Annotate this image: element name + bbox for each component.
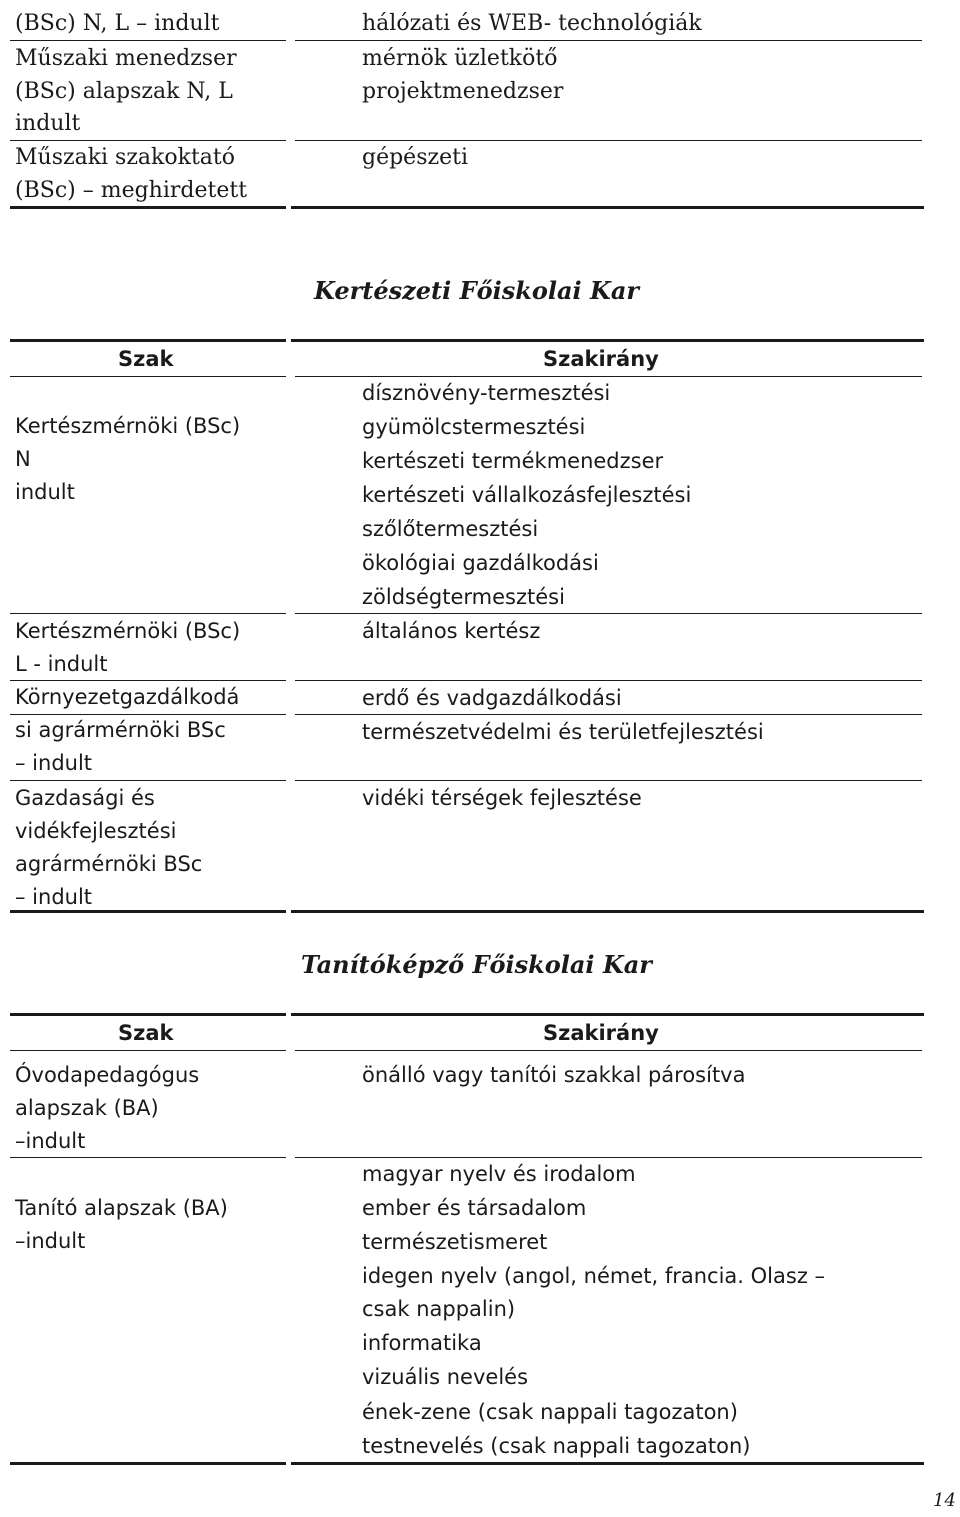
program-cell: Óvodapedagógus: [15, 1063, 200, 1087]
program-cell: Környezetgazdálkodá: [15, 685, 240, 709]
table-rule: [10, 140, 286, 141]
table-rule: [295, 1050, 922, 1051]
faculty-title: Kertészeti Főiskolai Kar: [314, 276, 640, 305]
program-cell: (BSc) N, L – indult: [15, 11, 220, 36]
table-rule: [10, 1462, 286, 1465]
program-cell: Kertészmérnöki (BSc): [15, 414, 241, 438]
table-rule: [291, 1013, 924, 1016]
specialization-cell: hálózati és WEB- technológiák: [362, 11, 702, 36]
table-rule: [10, 1013, 286, 1016]
table-rule: [291, 1462, 924, 1465]
specialization-cell: projektmenedzser: [362, 79, 564, 104]
table-rule: [10, 1050, 286, 1051]
program-cell: –indult: [15, 1229, 86, 1253]
program-cell: – indult: [15, 885, 93, 909]
program-cell: indult: [15, 111, 81, 136]
table-rule: [291, 339, 924, 342]
table-rule: [10, 714, 286, 715]
table-rule: [10, 40, 286, 41]
specialization-cell: kertészeti termékmenedzser: [362, 449, 664, 473]
program-cell: (BSc) alapszak N, L: [15, 79, 233, 104]
specialization-cell: ének-zene (csak nappali tagozaton): [362, 1400, 738, 1424]
column-header-szak: Szak: [118, 1021, 174, 1045]
table-rule: [295, 714, 922, 715]
table-rule: [295, 613, 922, 614]
column-header-szakirany: Szakirány: [543, 347, 659, 371]
table-rule: [295, 40, 922, 41]
specialization-cell: dísznövény-termesztési: [362, 381, 611, 405]
program-cell: Gazdasági és: [15, 786, 155, 810]
specialization-cell: gyümölcstermesztési: [362, 415, 586, 439]
table-rule: [10, 613, 286, 614]
table-rule: [10, 376, 286, 377]
table-rule: [10, 780, 286, 781]
specialization-cell: kertészeti vállalkozásfejlesztési: [362, 483, 692, 507]
specialization-cell: csak nappalin): [362, 1297, 516, 1321]
table-rule: [10, 1157, 286, 1158]
specialization-cell: magyar nyelv és irodalom: [362, 1162, 636, 1186]
specialization-cell: idegen nyelv (angol, német, francia. Olasz –: [362, 1264, 826, 1288]
table-rule: [295, 140, 922, 141]
program-cell: agrármérnöki BSc: [15, 852, 203, 876]
specialization-cell: általános kertész: [362, 619, 541, 643]
column-header-szakirany: Szakirány: [543, 1021, 659, 1045]
table-rule: [291, 206, 924, 209]
program-cell: indult: [15, 480, 75, 504]
specialization-cell: ember és társadalom: [362, 1196, 587, 1220]
specialization-cell: természetismeret: [362, 1230, 548, 1254]
program-cell: N: [15, 447, 31, 471]
program-cell: si agrármérnöki BSc: [15, 718, 226, 742]
table-rule: [10, 680, 286, 681]
table-rule: [291, 910, 924, 913]
table-rule: [10, 910, 286, 913]
table-rule: [295, 680, 922, 681]
table-rule: [10, 339, 286, 342]
program-cell: Kertészmérnöki (BSc): [15, 619, 241, 643]
specialization-cell: vizuális nevelés: [362, 1365, 529, 1389]
specialization-cell: szőlőtermesztési: [362, 517, 539, 541]
specialization-cell: erdő és vadgazdálkodási: [362, 686, 622, 710]
table-rule: [295, 780, 922, 781]
specialization-cell: vidéki térségek fejlesztése: [362, 786, 642, 810]
specialization-cell: mérnök üzletkötő: [362, 46, 558, 71]
specialization-cell: önálló vagy tanítói szakkal párosítva: [362, 1063, 746, 1087]
program-cell: – indult: [15, 751, 93, 775]
column-header-szak: Szak: [118, 347, 174, 371]
program-cell: Műszaki menedzser: [15, 46, 237, 71]
table-rule: [295, 1157, 922, 1158]
program-cell: Tanító alapszak (BA): [15, 1196, 228, 1220]
specialization-cell: zöldségtermesztési: [362, 585, 565, 609]
program-cell: L - indult: [15, 652, 108, 676]
program-cell: Műszaki szakoktató: [15, 145, 235, 170]
page-number: 14: [933, 1490, 956, 1511]
specialization-cell: ökológiai gazdálkodási: [362, 551, 599, 575]
program-cell: (BSc) – meghirdetett: [15, 178, 248, 203]
specialization-cell: természetvédelmi és területfejlesztési: [362, 720, 764, 744]
faculty-title: Tanítóképző Főiskolai Kar: [301, 950, 652, 979]
program-cell: vidékfejlesztési: [15, 819, 177, 843]
specialization-cell: gépészeti: [362, 145, 468, 170]
program-cell: –indult: [15, 1129, 86, 1153]
specialization-cell: testnevelés (csak nappali tagozaton): [362, 1434, 751, 1458]
specialization-cell: informatika: [362, 1331, 482, 1355]
table-rule: [10, 206, 286, 209]
program-cell: alapszak (BA): [15, 1096, 159, 1120]
